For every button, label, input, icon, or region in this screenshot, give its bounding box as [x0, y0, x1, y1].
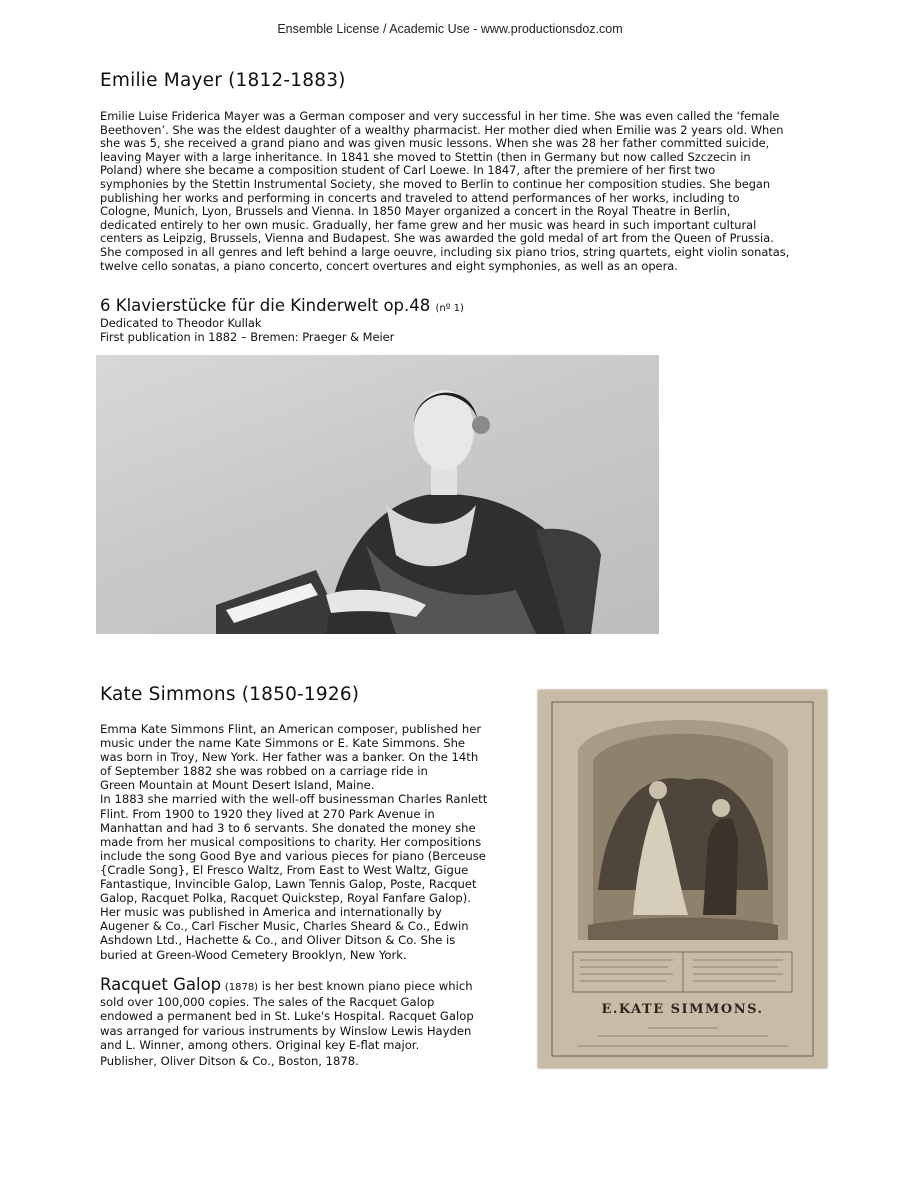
racquet-galop-title: Racquet Galop — [100, 975, 222, 994]
racquet-line: Publisher, Oliver Ditson & Co., Boston, 1878. — [100, 1054, 359, 1069]
simmons-bio-line: Galop, Racquet Polka, Racquet Quickstep, Royal Fanfare Galop). — [100, 891, 471, 906]
simmons-bio-line: Fantastique, Invincible Galop, Lawn Tennis Galop, Poste, Racquet — [100, 877, 477, 892]
simmons-bio-line: Flint. From 1900 to 1920 they lived at 270 Park Avenue in — [100, 806, 435, 821]
mayer-work-name: 6 Klavierstücke für die Kinderwelt op.48 — [100, 296, 431, 315]
mayer-bio-line: She composed in all genres and left behind a large oeuvre, including six piano trios, string quartets, eight violin sonatas, — [100, 244, 790, 259]
simmons-bio — [100, 722, 487, 962]
simmons-bio-line: Emma Kate Simmons Flint, an American composer, published her — [100, 722, 482, 736]
simmons-bio-line: Manhattan and had 3 to 6 servants. She donated the money she — [100, 820, 476, 835]
simmons-bio-line: In 1883 she married with the well-off businessman Charles Ranlett — [100, 792, 488, 807]
simmons-bio-line: music under the name Kate Simmons or E. Kate Simmons. She — [100, 736, 466, 751]
mayer-bio-line: centers as Leipzig, Brussels, Vienna and Budapest. She was awarded the gold medal of art from the Queen of Prussia. — [100, 231, 774, 246]
mayer-bio-line: symphonies by the Stettin Instrumental Society, she moved to Berlin to continue her composition studies. She began — [100, 176, 771, 191]
racquet-line: is her best known piano piece which — [258, 979, 473, 993]
mayer-portrait-image — [96, 355, 659, 634]
simmons-heading: Kate Simmons (1850-1926) — [100, 684, 360, 705]
mayer-bio-line: Cologne, Munich, Lyon, Brussels and Vienna. In 1850 Mayer organized a concert in the Royal Theatre in Berlin, — [100, 204, 731, 219]
simmons-bio-line: Ashdown Ltd., Hachette & Co., and Oliver Ditson & Co. She is — [100, 933, 456, 948]
mayer-bio-line: publishing her works and performing in concerts and traveled to attend performances of her works, including to — [100, 190, 740, 205]
mayer-work-title — [100, 296, 464, 315]
mayer-dedication: Dedicated to Theodor Kullak — [100, 316, 262, 330]
mayer-bio — [100, 110, 789, 273]
mayer-bio-line: dedicated entirely to her own music. Gradually, her fame grew and her music was heard in such important cultural — [100, 217, 757, 232]
racquet-galop-cover-image — [538, 690, 827, 1068]
mayer-bio-line: Emilie Luise Friderica Mayer was a German composer and very successful in her time. She was even called the ‘female — [100, 109, 780, 123]
racquet-galop-first-line — [100, 975, 474, 995]
racquet-galop-text — [100, 975, 474, 1069]
mayer-bio-line: she was 5, she received a grand piano and was given music lessons. When she was 28 her father committed suicide, — [100, 136, 770, 151]
simmons-bio-line: made from her musical compositions to charity. Her compositions — [100, 834, 482, 849]
simmons-bio-line: include the song Good Bye and various pieces for piano (Berceuse — [100, 848, 486, 863]
simmons-bio-line: Her music was published in America and internationally by — [100, 905, 442, 920]
mayer-publication: First publication in 1882 – Bremen: Praeger & Meier — [100, 330, 395, 344]
cover-composer-name: E.KATE SIMMONS. — [601, 1002, 764, 1017]
simmons-bio-line: Augener & Co., Carl Fischer Music, Charles Sheard & Co., Edwin — [100, 919, 469, 934]
license-header: Ensemble License / Academic Use - www.productionsdoz.com — [277, 22, 623, 36]
racquet-line: sold over 100,000 copies. The sales of the Racquet Galop — [100, 995, 435, 1010]
racquet-line: was arranged for various instruments by Winslow Lewis Hayden — [100, 1023, 472, 1038]
mayer-work-number: (nº 1) — [435, 303, 464, 314]
simmons-bio-line: of September 1882 she was robbed on a carriage ride in — [100, 764, 428, 779]
mayer-heading: Emilie Mayer (1812-1883) — [100, 70, 346, 91]
racquet-line: and L. Winner, among others. Original key E-flat major. — [100, 1037, 420, 1052]
racquet-galop-year: (1878) — [224, 982, 259, 993]
racquet-line: endowed a permanent bed in St. Luke's Hospital. Racquet Galop — [100, 1009, 474, 1024]
simmons-bio-line: Green Mountain at Mount Desert Island, Maine. — [100, 778, 375, 793]
mayer-bio-line: Poland) where she became a composition student of Carl Loewe. In 1847, after the premiere of her first two — [100, 163, 716, 178]
mayer-bio-line: leaving Mayer with a large inheritance. In 1841 she moved to Stettin (then in Germany but now called Szczecin in — [100, 149, 751, 164]
simmons-bio-line: was born in Troy, New York. Her father was a banker. On the 14th — [100, 750, 479, 765]
mayer-bio-line: Beethoven’. She was the eldest daughter of a wealthy pharmacist. Her mother died when Emilie was 2 years old. When — [100, 122, 784, 137]
simmons-bio-line: buried at Green-Wood Cemetery Brooklyn, New York. — [100, 947, 407, 962]
simmons-bio-line: {Cradle Song}, El Fresco Waltz, From East to West Waltz, Gigue — [100, 862, 469, 877]
mayer-bio-line: twelve cello sonatas, a piano concerto, concert overtures and eight symphonies, as well as an opera. — [100, 258, 678, 273]
